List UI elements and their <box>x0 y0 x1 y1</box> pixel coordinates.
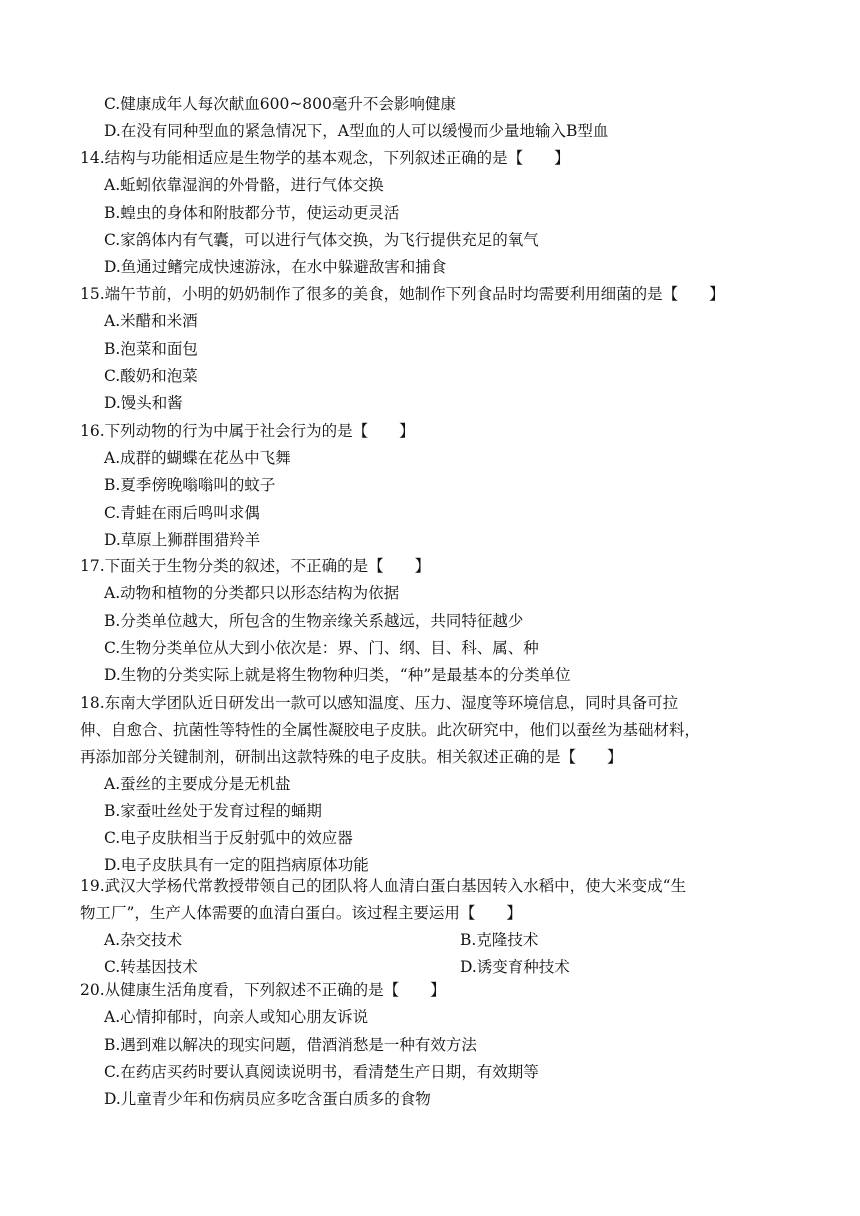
q15-option-b: B.泡菜和面包 <box>104 340 198 358</box>
q15-stem: 15.端午节前，小明的奶奶制作了很多的美食，她制作下列食品时均需要利用细菌的是【 】 <box>80 285 725 303</box>
q17-option-d: D.生物的分类实际上就是将生物物种归类，“种”是最基本的分类单位 <box>104 666 571 684</box>
q16-option-c: C.青蛙在雨后鸣叫求偶 <box>104 504 260 522</box>
q20-option-d: D.儿童青少年和伤病员应多吃含蛋白质多的食物 <box>104 1090 431 1108</box>
q18-option-c: C.电子皮肤相当于反射弧中的效应器 <box>104 829 353 847</box>
q15-option-a: A.米醋和米酒 <box>104 312 198 330</box>
q13-option-c: C.健康成年人每次献血600~800毫升不会影响健康 <box>104 95 456 113</box>
q19-stem-line-2: 物工厂”，生产人体需要的血清白蛋白。该过程主要运用【 】 <box>80 904 522 922</box>
q16-stem: 16.下列动物的行为中属于社会行为的是【 】 <box>80 422 415 440</box>
q20-stem: 20.从健康生活角度看，下列叙述不正确的是【 】 <box>80 981 446 999</box>
q14-option-d: D.鱼通过鳍完成快速游泳，在水中躲避敌害和捕食 <box>104 258 447 276</box>
q15-option-c: C.酸奶和泡菜 <box>104 367 198 385</box>
q19-stem-line-1: 19.武汉大学杨代常教授带领自己的团队将人血清白蛋白基因转入水稻中，使大米变成“生 <box>80 877 687 895</box>
q17-stem: 17.下面关于生物分类的叙述，不正确的是【 】 <box>80 557 431 575</box>
q14-option-b: B.蝗虫的身体和附肢都分节，使运动更灵活 <box>104 204 400 222</box>
q17-option-a: A.动物和植物的分类都只以形态结构为依据 <box>104 584 400 602</box>
q18-stem-line-1: 18.东南大学团队近日研发出一款可以感知温度、压力、湿度等环境信息，同时具备可拉 <box>80 694 679 712</box>
q19-option-d: D.诱变育种技术 <box>460 958 570 976</box>
q14-stem: 14.结构与功能相适应是生物学的基本观念，下列叙述正确的是【 】 <box>80 149 570 167</box>
q16-option-b: B.夏季傍晚嗡嗡叫的蚊子 <box>104 476 276 494</box>
q14-option-a: A.蚯蚓依靠湿润的外骨骼，进行气体交换 <box>104 176 384 194</box>
q19-option-c: C.转基因技术 <box>104 958 198 976</box>
q20-option-b: B.遇到难以解决的现实问题，借酒消愁是一种有效方法 <box>104 1036 477 1054</box>
q18-option-a: A.蚕丝的主要成分是无机盐 <box>104 775 291 793</box>
q20-option-c: C.在药店买药时要认真阅读说明书，看清楚生产日期，有效期等 <box>104 1063 539 1081</box>
q18-option-d: D.电子皮肤具有一定的阻挡病原体功能 <box>104 856 369 874</box>
q20-option-a: A.心情抑郁时，向亲人或知心朋友诉说 <box>104 1008 369 1026</box>
q13-option-d: D.在没有同种型血的紧急情况下，A型血的人可以缓慢而少量地输入B型血 <box>104 122 609 140</box>
q18-option-b: B.家蚕吐丝处于发育过程的蛹期 <box>104 802 322 820</box>
q18-stem-line-3: 再添加部分关键制剂，研制出这款特殊的电子皮肤。相关叙述正确的是【 】 <box>80 748 623 766</box>
q17-option-b: B.分类单位越大，所包含的生物亲缘关系越远，共同特征越少 <box>104 612 524 630</box>
q15-option-d: D.馒头和酱 <box>104 394 183 412</box>
q16-option-d: D.草原上狮群围猎羚羊 <box>104 531 261 549</box>
q17-option-c: C.生物分类单位从大到小依次是：界、门、纲、目、科、属、种 <box>104 639 539 657</box>
q19-option-a: A.杂交技术 <box>104 931 183 949</box>
q19-option-b: B.克隆技术 <box>460 931 539 949</box>
q14-option-c: C.家鸽体内有气囊，可以进行气体交换，为飞行提供充足的氧气 <box>104 231 539 249</box>
q16-option-a: A.成群的蝴蝶在花丛中飞舞 <box>104 449 291 467</box>
q18-stem-line-2: 伸、自愈合、抗菌性等特性的全属性凝胶电子皮肤。此次研究中，他们以蚕丝为基础材料， <box>80 721 701 739</box>
